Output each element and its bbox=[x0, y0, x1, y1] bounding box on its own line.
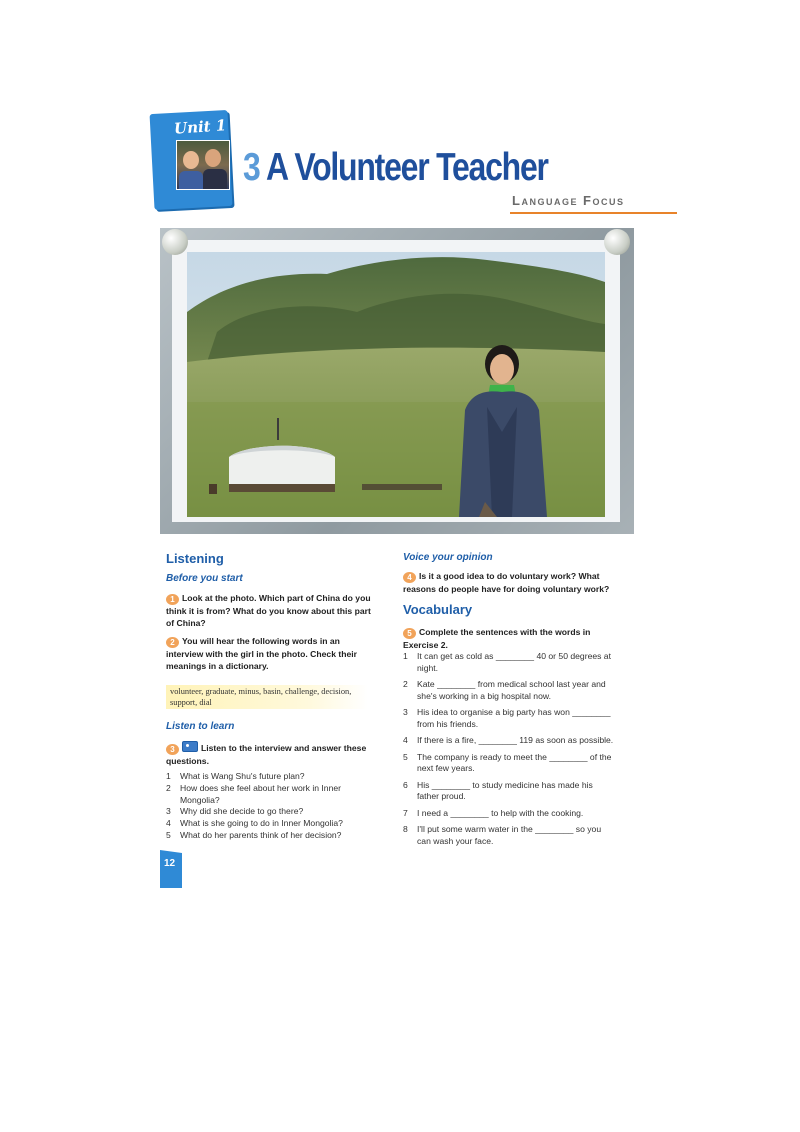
exercise-number-badge: 5 bbox=[403, 628, 416, 639]
page-number: 12 bbox=[164, 858, 176, 869]
exercise-2 bbox=[166, 635, 372, 672]
list-item: 5 What do her parents think of her decision? bbox=[166, 829, 342, 840]
list-item: 8 I'll put some warm water in the ________ so you can wash your face. bbox=[403, 824, 602, 846]
exercise-5 bbox=[403, 626, 615, 651]
exercise-1 bbox=[166, 592, 372, 629]
exercise-number-badge: 1 bbox=[166, 594, 179, 605]
exercise-5-text: Complete the sentences with the words in Exercise 2. bbox=[403, 627, 591, 650]
list-item: 2 How does she feel about her work in Inner Mongolia? bbox=[166, 782, 341, 805]
exercise-number-badge: 2 bbox=[166, 637, 179, 648]
title-number: 3 bbox=[243, 146, 260, 189]
grassland-scene bbox=[187, 252, 605, 517]
title-text: A Volunteer Teacher bbox=[259, 146, 548, 189]
list-item: 4 If there is a fire, ________ 119 as soon as possible. bbox=[403, 735, 614, 746]
exercise-number-badge: 3 bbox=[166, 744, 179, 755]
list-item: 1 It can get as cold as ________ 40 or 50 degrees at night. bbox=[403, 651, 611, 673]
unit-label: Unit 1 bbox=[173, 116, 227, 138]
word-list: volunteer, graduate, minus, basin, challenge, decision, support, dial bbox=[170, 687, 352, 707]
header-divider bbox=[510, 212, 677, 214]
listen-to-learn-heading: Listen to learn bbox=[166, 721, 235, 732]
exercise-3 bbox=[166, 741, 372, 767]
page-number-tab bbox=[160, 850, 182, 888]
pin-top-right bbox=[604, 229, 630, 255]
list-item: 4 What is she going to do in Inner Mongolia? bbox=[166, 818, 343, 829]
section-label: Language Focus bbox=[512, 193, 625, 208]
question-list bbox=[166, 771, 366, 842]
grassland-photo bbox=[187, 252, 605, 517]
exercise-2-text: You will hear the following words in an interview with the girl in the photo. Check their meanings in a dictionary. bbox=[166, 636, 357, 671]
before-you-start-heading: Before you start bbox=[166, 573, 243, 584]
list-item: 5 The company is ready to meet the ________ of the next few years. bbox=[403, 751, 612, 774]
list-item: 1 What is Wang Shu's future plan? bbox=[166, 771, 305, 781]
cd-audio-icon bbox=[182, 741, 198, 752]
exercise-number-badge: 4 bbox=[403, 572, 416, 583]
voice-your-opinion-heading: Voice your opinion bbox=[403, 552, 493, 563]
exercise-4 bbox=[403, 570, 615, 595]
unit-thumbnail-image bbox=[176, 140, 230, 190]
list-item: 3 Why did she decide to go there? bbox=[166, 806, 304, 817]
vocabulary-word-box bbox=[166, 685, 368, 709]
list-item: 3 His idea to organise a big party has won ________ from his friends. bbox=[403, 707, 611, 729]
pin-top-left bbox=[162, 229, 188, 255]
page-title bbox=[243, 146, 548, 190]
exercise-3-text: Listen to the interview and answer these questions. bbox=[166, 743, 367, 766]
listening-heading: Listening bbox=[166, 551, 224, 566]
list-item: 7 I need a ________ to help with the cooking. bbox=[403, 807, 584, 818]
list-item: 2 Kate ________ from medical school last year and she's working in a big hospital now. bbox=[403, 679, 606, 701]
exercise-4-text: Is it a good idea to do voluntary work? What reasons do people have for doing voluntary work? bbox=[403, 571, 610, 594]
exercise-1-text: Look at the photo. Which part of China do you think it is from? What do you know about this part of China? bbox=[166, 593, 371, 628]
vocabulary-heading: Vocabulary bbox=[403, 602, 473, 617]
list-item: 6 His ________ to study medicine has made his father proud. bbox=[403, 779, 593, 802]
sentence-list bbox=[403, 651, 615, 852]
